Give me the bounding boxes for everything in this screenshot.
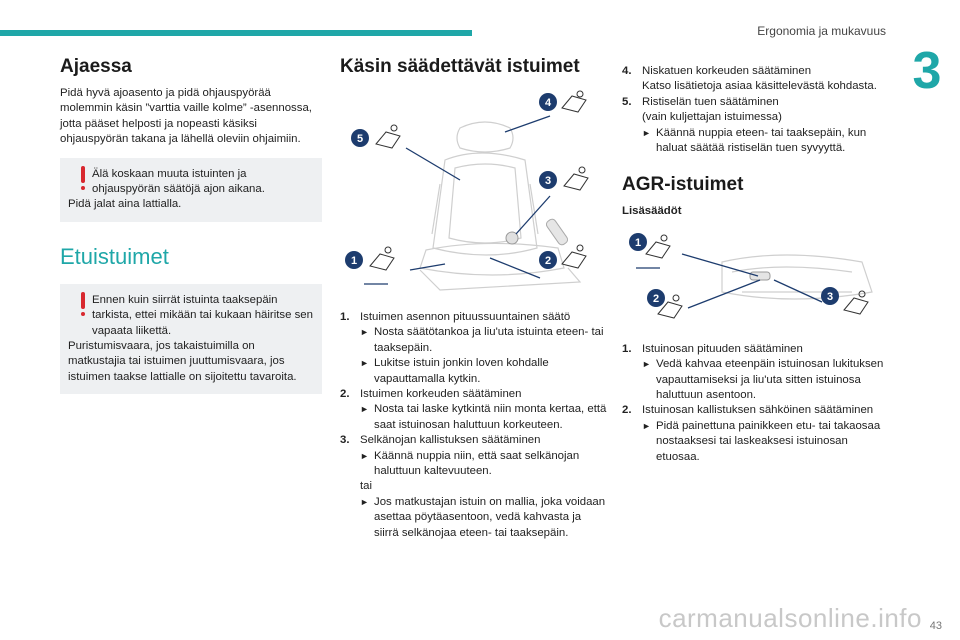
step	[360, 449, 608, 480]
arrow-icon: ►	[360, 327, 369, 338]
badge-4	[539, 93, 557, 111]
chapter-number: 3	[912, 42, 942, 100]
warning-icon	[80, 166, 86, 192]
column-3	[622, 64, 888, 465]
item-text: Katso lisätietoja asiaa käsittelevästä kohdasta.	[642, 80, 877, 93]
badge-3	[539, 171, 557, 189]
step	[642, 357, 888, 403]
item-text: (vain kuljettajan istuimessa)	[642, 111, 782, 124]
item-title: Istuinosan pituuden säätäminen	[642, 342, 803, 355]
arrow-icon: ►	[360, 496, 369, 507]
step-text: Jos matkustajan istuin on mallia, joka voidaan asettaa pöytäasentoon, vedä kahvasta ja siirrä selkänojaa eteen- tai taaksepäin.	[374, 495, 606, 539]
item-title: Istuinosan kallistuksen sähköinen säätäminen	[642, 404, 874, 417]
heading-agr-seats: AGR-istuimet	[622, 174, 744, 196]
arrow-icon: ►	[642, 359, 651, 370]
heading-manual-seats: Käsin säädettävät istuimet	[340, 56, 580, 77]
item-number: 2.	[622, 404, 632, 417]
agr-seat-illustration	[622, 232, 888, 332]
badge-2	[539, 251, 557, 269]
arrow-icon: ►	[642, 127, 651, 138]
warning-box-driving	[60, 158, 322, 222]
svg-text:1: 1	[634, 236, 642, 249]
svg-text:1: 1	[350, 255, 358, 267]
agr-seat-diagram	[622, 232, 888, 332]
item-number: 3.	[340, 434, 350, 447]
arrow-icon: ►	[642, 420, 651, 431]
list-item	[340, 387, 608, 433]
list-item	[622, 342, 888, 404]
warning-box-front-seats	[60, 284, 322, 394]
step	[360, 325, 608, 356]
item-number: 4.	[622, 65, 632, 77]
step-text: Nosta tai laske kytkintä niin monta kertaa, että saat istuinosan haluttuun korkeuteen.	[374, 403, 607, 431]
step-text: Käännä nuppia eteen- tai taaksepäin, kun haluat säätää ristiselän tuen syvyyttä.	[656, 126, 867, 155]
badge-1	[629, 233, 647, 251]
list-item	[340, 310, 608, 387]
list-item	[622, 95, 888, 157]
badge-5	[351, 129, 369, 147]
step	[642, 419, 888, 465]
warning-text-3: Ennen kuin siirrät istuinta taaksepäin tarkista, ettei mikään tai kukaan häiritse sen vapaata liikettä.	[92, 293, 313, 337]
arrow-icon: ►	[360, 358, 369, 369]
badge-3	[821, 287, 839, 305]
item-title: Selkänojan kallistuksen säätäminen	[360, 434, 541, 447]
badge-2	[647, 289, 665, 307]
arrow-icon: ►	[360, 404, 369, 415]
step-text: Lukitse istuin jonkin loven kohdalle vapauttamalla kytkin.	[374, 357, 549, 385]
svg-text:4: 4	[544, 97, 552, 109]
list-item	[622, 403, 888, 465]
seat-illustration	[340, 88, 608, 300]
or-text: tai	[360, 480, 373, 493]
ajaessa-text: Pidä hyvä ajoasento ja pidä ohjauspyörää molemmin käsin ”varttia vaille kolme” -asennossa, jotta pääset helposti ja nopeasti käsiksi ohjauspyörän takana ja lähellä oleviin ohjaimiin.	[60, 87, 312, 146]
svg-text:3: 3	[544, 175, 552, 187]
item-number: 5.	[622, 95, 632, 108]
warning-text-2: Pidä jalat aina lattialla.	[68, 198, 182, 211]
header-accent-bar	[0, 30, 472, 36]
item-number: 2.	[340, 388, 350, 401]
warning-icon	[80, 292, 86, 318]
step	[360, 356, 608, 387]
column-1	[60, 56, 322, 394]
svg-text:3: 3	[826, 290, 834, 303]
arrow-icon: ►	[360, 450, 369, 461]
step	[360, 495, 608, 541]
step-text: Käännä nuppia niin, että saat selkänojan haluttuun kaltevuuteen.	[374, 449, 580, 478]
seat-diagram	[340, 88, 608, 300]
svg-text:2: 2	[544, 255, 552, 267]
heading-ajaessa: Ajaessa	[60, 56, 132, 77]
step-text: Nosta säätötankoa ja liu'uta istuinta eteen- tai taaksepäin.	[374, 326, 604, 354]
item-number: 1.	[340, 311, 350, 323]
item-title: Istuimen korkeuden säätäminen	[360, 388, 522, 401]
column-2	[340, 56, 608, 541]
subheading-additional: Lisäsäädöt	[622, 205, 682, 218]
warning-text-1: Älä koskaan muuta istuinten ja ohjauspyörän säätöjä ajon aikana.	[92, 167, 265, 196]
item-title: Ristiselän tuen säätäminen	[642, 95, 779, 108]
list-item	[340, 433, 608, 541]
warning-text-4: Puristumisvaara, jos takaistuimilla on matkustajia tai istuimen juuttumisvaara, jos istuimen taakse lattialle on sijoitettu tavaroita.	[68, 340, 297, 383]
watermark: carmanualsonline.info	[658, 603, 922, 633]
step	[642, 126, 888, 157]
header-title: Ergonomia ja mukavuus	[757, 24, 886, 38]
heading-etuistuimet: Etuistuimet	[60, 243, 169, 269]
item-title: Istuimen asennon pituussuuntainen säätö	[360, 311, 571, 323]
svg-text:5: 5	[356, 133, 364, 145]
badge-1	[345, 251, 363, 269]
step-text: Pidä painettuna painikkeen etu- tai takaosaa nostaaksesi tai laskeaksesi istuinosan etuosaa.	[656, 419, 881, 463]
list-item	[622, 64, 888, 95]
page-number: 43	[929, 620, 942, 632]
item-title: Niskatuen korkeuden säätäminen	[642, 65, 812, 77]
item-number: 1.	[622, 342, 632, 355]
step	[360, 402, 608, 433]
step-text: Vedä kahvaa eteenpäin istuinosan lukituksen vapauttamiseksi ja liu'uta sitten istuinosa haluttuun asentoon.	[656, 358, 884, 402]
svg-text:2: 2	[652, 292, 660, 305]
